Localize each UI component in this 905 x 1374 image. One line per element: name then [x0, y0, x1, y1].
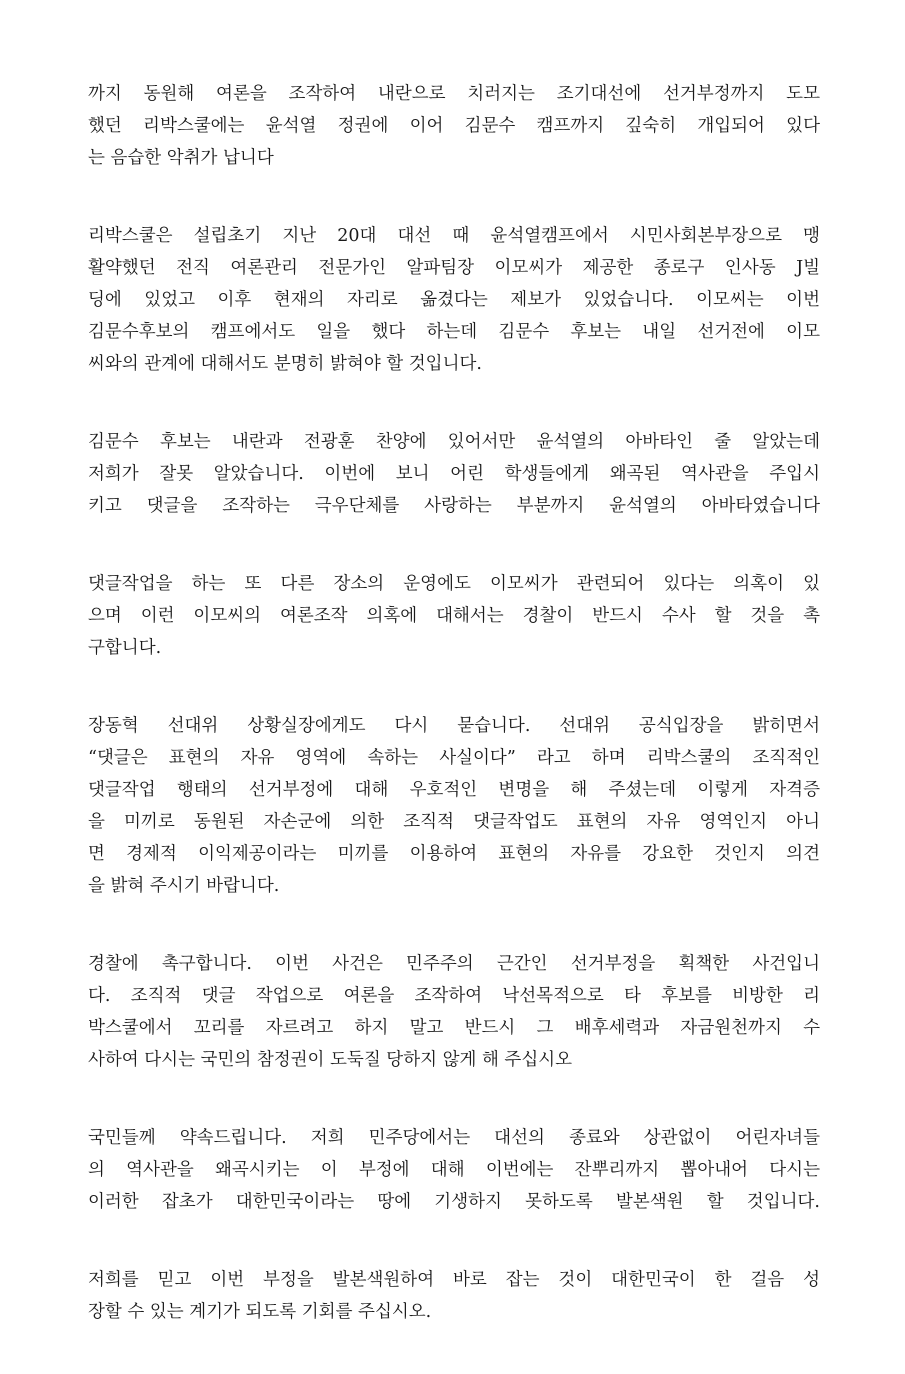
text-line: 리박스쿨은 설립초기 지난 20대 대선 때 윤석열캠프에서 시민사회본부장으로 맹 — [88, 226, 820, 246]
text-line: 저희를 믿고 이번 부정을 발본색원하여 바로 잡는 것이 대한민국이 한 걸음 성 — [88, 1270, 820, 1290]
text-line: 을 미끼로 동원된 자손군에 의한 조직적 댓글작업도 표현의 자유 영역인지 아니 — [88, 812, 820, 832]
text-line: 댓글작업을 하는 또 다른 장소의 운영에도 이모씨가 관련되어 있다는 의혹이 있 — [88, 574, 820, 594]
text-line: 의 역사관을 왜곡시키는 이 부정에 대해 이번에는 잔뿌리까지 뽑아내어 다시는 — [88, 1160, 820, 1180]
text-line: “댓글은 표현의 자유 영역에 속하는 사실이다” 라고 하며 리박스쿨의 조직적인 — [88, 748, 820, 768]
text-line: 는 음습한 악취가 납니다 — [88, 148, 274, 168]
text-line: 구합니다. — [88, 638, 162, 658]
text-line: 으며 이런 이모씨의 여론조작 의혹에 대해서는 경찰이 반드시 수사 할 것을 촉 — [88, 606, 820, 626]
paragraph-4 — [88, 568, 820, 664]
text-line: 씨와의 관계에 대해서도 분명히 밝혀야 할 것입니다. — [88, 354, 482, 374]
paragraph-1 — [88, 78, 820, 174]
text-line: 박스쿨에서 꼬리를 자르려고 하지 말고 반드시 그 배후세력과 자금원천까지 수 — [88, 1018, 820, 1038]
text-line: 저희가 잘못 알았습니다. 이번에 보니 어린 학생들에게 왜곡된 역사관을 주입시 — [88, 464, 820, 484]
text-line: 키고 댓글을 조작하는 극우단체를 사랑하는 부분까지 윤석열의 아바타였습니다 — [88, 496, 820, 516]
text-line: 김문수 후보는 내란과 전광훈 찬양에 있어서만 윤석열의 아바타인 줄 알았는데 — [88, 432, 820, 452]
text-line: 활약했던 전직 여론관리 전문가인 알파팀장 이모씨가 제공한 종로구 인사동 J빌 — [88, 258, 820, 278]
text-line: 경찰에 촉구합니다. 이번 사건은 민주주의 근간인 선거부정을 획책한 사건입니 — [88, 954, 820, 974]
document-body — [88, 78, 820, 1374]
paragraph-6 — [88, 948, 820, 1076]
text-line: 이러한 잡초가 대한민국이라는 땅에 기생하지 못하도록 발본색원 할 것입니다. — [88, 1192, 820, 1212]
paragraph-2 — [88, 220, 820, 380]
text-line: 다. 조직적 댓글 작업으로 여론을 조작하여 낙선목적으로 타 후보를 비방한 리 — [88, 986, 820, 1006]
text-line: 딩에 있었고 이후 현재의 자리로 옮겼다는 제보가 있었습니다. 이모씨는 이번 — [88, 290, 820, 310]
text-line: 국민들께 약속드립니다. 저희 민주당에서는 대선의 종료와 상관없이 어린자녀들 — [88, 1128, 820, 1148]
text-line: 장동혁 선대위 상황실장에게도 다시 묻습니다. 선대위 공식입장을 밝히면서 — [88, 716, 820, 736]
text-line: 사하여 다시는 국민의 참정권이 도둑질 당하지 않게 해 주십시오 — [88, 1050, 573, 1070]
paragraph-3 — [88, 426, 820, 522]
paragraph-7 — [88, 1122, 820, 1218]
paragraph-5 — [88, 710, 820, 902]
text-line: 김문수후보의 캠프에서도 일을 했다 하는데 김문수 후보는 내일 선거전에 이모 — [88, 322, 820, 342]
text-line: 까지 동원해 여론을 조작하여 내란으로 치러지는 조기대선에 선거부정까지 도모 — [88, 84, 820, 104]
text-line: 했던 리박스쿨에는 윤석열 정권에 이어 김문수 캠프까지 깊숙히 개입되어 있다 — [88, 116, 820, 136]
text-line: 댓글작업 행태의 선거부정에 대해 우호적인 변명을 해 주셨는데 이렇게 자격증 — [88, 780, 820, 800]
paragraph-8 — [88, 1264, 820, 1328]
text-line: 면 경제적 이익제공이라는 미끼를 이용하여 표현의 자유를 강요한 것인지 의견 — [88, 844, 820, 864]
text-line: 장할 수 있는 계기가 되도록 기회를 주십시오. — [88, 1302, 432, 1322]
text-line: 을 밝혀 주시기 바랍니다. — [88, 876, 280, 896]
